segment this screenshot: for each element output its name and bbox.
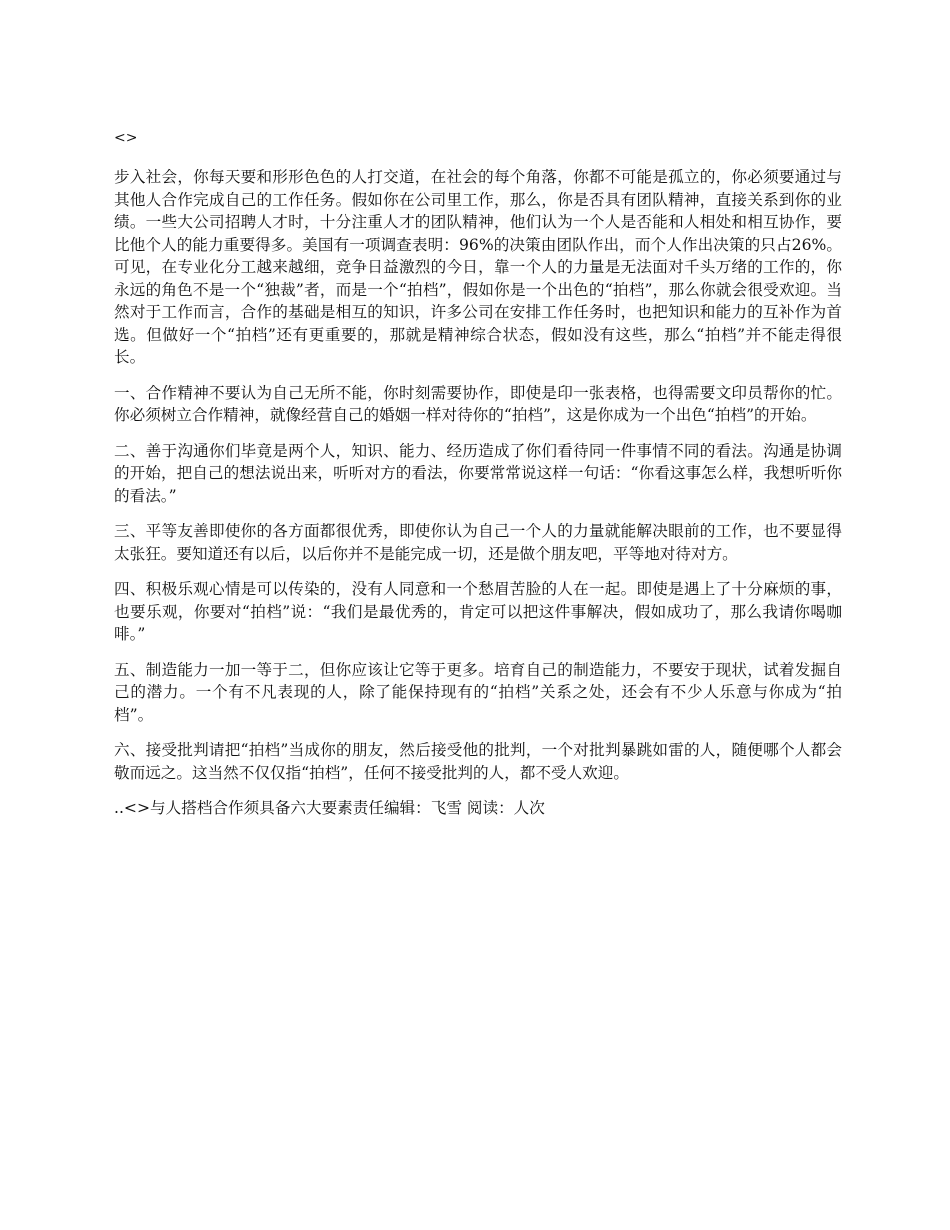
point-3-paragraph: 三、平等友善即使你的各方面都很优秀，即使你认为自己一个人的力量就能解决眼前的工作，也不要显得太张狂。要知道还有以后，以后你并不是能完成一切，还是做个朋友吧，平等地对待对方。 (114, 522, 842, 563)
point-1-paragraph: 一、合作精神不要认为自己无所不能，你时刻需要协作，即使是印一张表格，也得需要文印员帮你的忙。你必须树立合作精神，就像经营自己的婚姻一样对待你的“拍档”，这是你成为一个出色“拍档”的开始。 (114, 383, 842, 424)
document-footer: ..<>与人搭档合作须具备六大要素责任编辑：飞雪 阅读：人次 (114, 799, 545, 817)
point-4-paragraph: 四、积极乐观心情是可以传染的，没有人同意和一个愁眉苦脸的人在一起。即使是遇上了十分麻烦的事，也要乐观，你要对“拍档”说：“我们是最优秀的，肯定可以把这件事解决，假如成功了，那么我请你喝咖啡。” (114, 580, 842, 643)
intro-paragraph: 步入社会，你每天要和形形色色的人打交道，在社会的每个角落，你都不可能是孤立的，你必须要通过与其他人合作完成自己的工作任务。假如你在公司里工作，那么，你是否具有团队精神，直接关系到你的业绩。一些大公司招聘人才时，十分注重人才的团队精神，他们认为一个人是否能和人相处和相互协作，要比他个人的能力重要得多。美国有一项调查表明：96%的决策由团队作出，而个人作出决策的只占26%。可见，在专业化分工越来越细，竞争日益激烈的今日，靠一个人的力量是无法面对千头万绪的工作的，你永远的角色不是一个“独裁”者，而是一个“拍档”，假如你是一个出色的“拍档”，那么你就会很受欢迎。当然对于工作而言，合作的基础是相互的知识，许多公司在安排工作任务时，也把知识和能力的互补作为首选。但做好一个“拍档”还有更重要的，那就是精神综合状态，假如没有这些，那么“拍档”并不能走得很长。 (114, 168, 842, 366)
point-5-paragraph: 五、制造能力一加一等于二，但你应该让它等于更多。培育自己的制造能力，不要安于现状，试着发掘自己的潜力。一个有不凡表现的人，除了能保持现有的“拍档”关系之处，还会有不少人乐意与你成为“拍档”。 (114, 660, 842, 724)
point-6-paragraph: 六、接受批判请把“拍档”当成你的朋友，然后接受他的批判，一个对批判暴跳如雷的人，随便哪个人都会敬而远之。这当然不仅仅指“拍档”，任何不接受批判的人，都不受人欢迎。 (114, 741, 842, 782)
point-2-paragraph: 二、善于沟通你们毕竟是两个人，知识、能力、经历造成了你们看待同一件事情不同的看法。沟通是协调的开始，把自己的想法说出来，听听对方的看法，你要常常说这样一句话：“你看这事怎么样，我想听听你的看法。” (114, 441, 842, 505)
document-body (114, 128, 842, 819)
document-header-mark: <> (114, 130, 138, 146)
